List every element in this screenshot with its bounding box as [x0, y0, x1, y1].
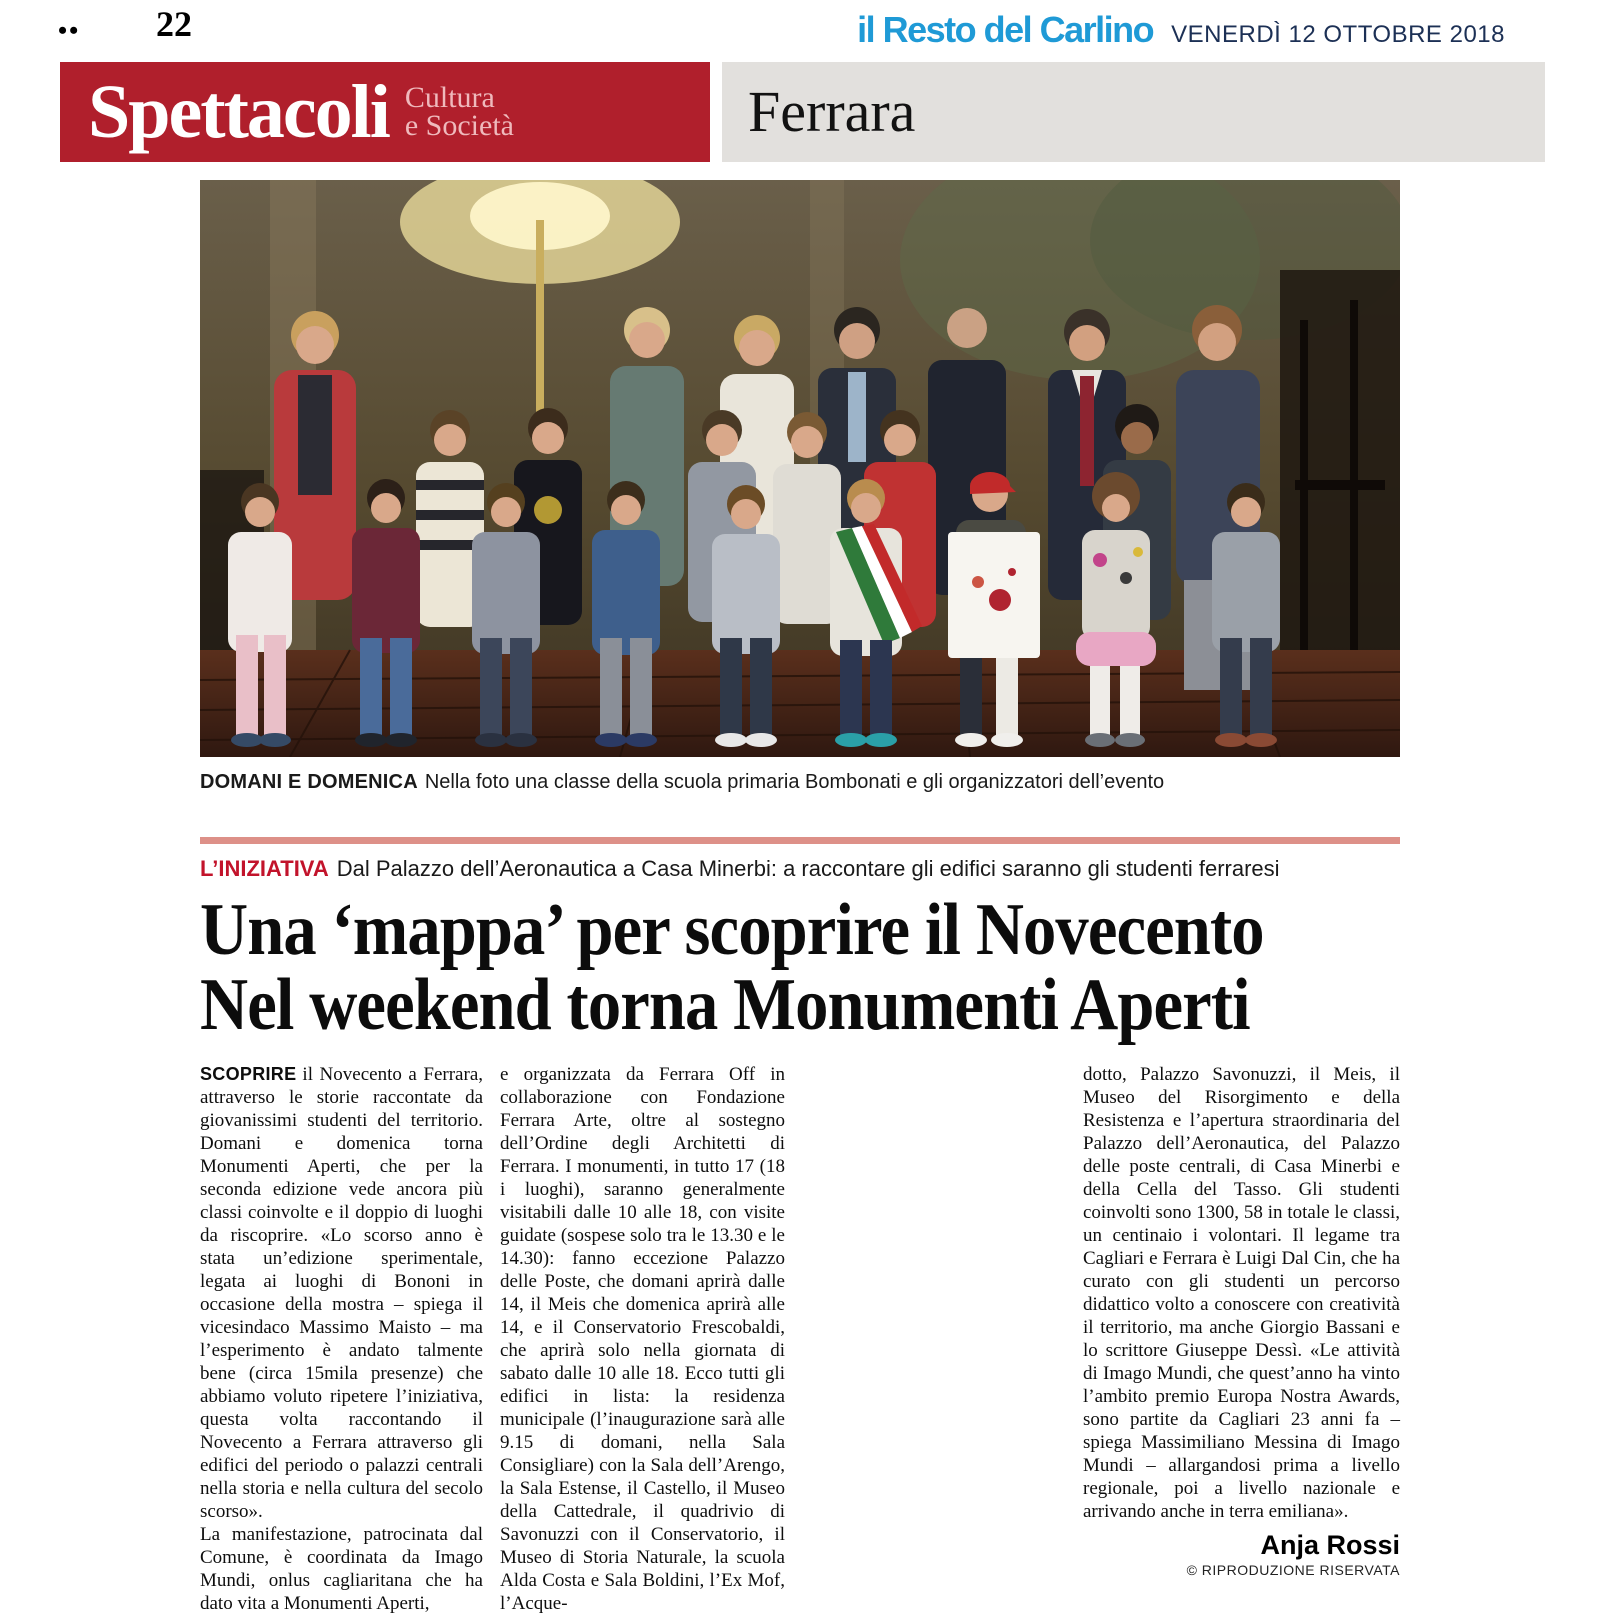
- article-photo: [200, 180, 1400, 757]
- paragraph-text: La manifestazione, patrocinata dal Comune, è coordinata da Imago Mundi, onlus cagliaritana che ha dato vita a Monumenti Aperti,: [200, 1524, 483, 1614]
- photo-caption: [200, 770, 1400, 795]
- paragraph: [500, 1063, 785, 1615]
- city-banner: [722, 62, 1545, 162]
- paragraph-text: il Novecento a Ferrara, attraverso le storie raccontate da giovanissimi studenti del territorio. Domani e domenica torna Monumenti Aperti, che per la seconda edizione vede ancora più classi coinvolte e il doppio di luoghi da riscoprire. «Lo scorso anno è stata un’edizione sperimentale, legata ai luoghi di Bononi in occasione della mostra – spiega il vicesindaco Massimo Maisto – ma l’esperimento è andato talmente bene (circa 15mila presenze) che abbiamo voluto ripetere l’iniziativa, questa volta raccontando il Novecento a Ferrara attraverso gli edifici del periodo o palazzi centrali nella storia e nella cultura del secolo scorso».: [200, 1064, 483, 1522]
- kicker-rule: [200, 837, 1400, 844]
- byline: Anja Rossi: [1260, 1530, 1400, 1560]
- kicker-lead: L’INIZIATIVA: [200, 856, 329, 881]
- headline: [200, 889, 1410, 1047]
- section-banner: [60, 62, 710, 162]
- issue-date: VENERDÌ 12 OTTOBRE 2018: [1171, 21, 1505, 48]
- body-column-3: [1083, 1063, 1400, 1580]
- city-name: Ferrara: [748, 79, 916, 144]
- section-subtitle: [404, 80, 514, 142]
- paragraph-text: e organizzata da Ferrara Off in collaborazione con Fondazione Ferrara Arte, oltre al sostegno dell’Ordine degli Architetti di Ferrara. I monumenti, in tutto 17 (18 i luoghi), saranno generalmente visitabili dalle 10 alle 18, con visite guidate (sospese solo tra le 13.30 e le 14.30): fanno eccezione Palazzo delle Poste, che domani aprirà dalle 14, il Meis che domenica aprirà alle 14, e il Conservatorio Frescobaldi, che aprirà solo nella giornata di sabato dalle 10 alle 18. Ecco tutti gli edifici in lista: la residenza municipale (l’inaugurazione sarà alle 9.15 di domani, nella Sala Consigliare) con la Sala dell’Arengo, la Sala Estense, il Castello, il Museo della Cattedrale, il quadrivio di Savonuzzi con il Conservatorio, il Museo di Storia Naturale, la scuola Alda Costa e Sala Boldini, l’Ex Mof, l’Acque-: [500, 1064, 785, 1614]
- caption-lead: DOMANI E DOMENICA: [200, 771, 418, 793]
- paragraph: [1083, 1063, 1400, 1523]
- copyright-notice: © RIPRODUZIONE RISERVATA: [1186, 1562, 1400, 1579]
- body-column-2: [500, 1063, 785, 1615]
- section-title: Spettacoli: [88, 70, 389, 154]
- newspaper-logo: il Resto del Carlino: [857, 9, 1154, 50]
- lead-word: SCOPRIRE: [200, 1064, 297, 1084]
- folio-dots: ••: [58, 16, 81, 45]
- group-photo-illustration: [200, 180, 1400, 757]
- body-column-1: [200, 1063, 483, 1615]
- paragraph: [200, 1523, 483, 1615]
- headline-line1: Una ‘mappa’ per scoprire il Novecento: [200, 889, 1264, 971]
- caption-text: Nella foto una classe della scuola primaria Bombonati e gli organizzatori dell’evento: [424, 771, 1165, 793]
- kicker: [200, 856, 1430, 882]
- paragraph-text: dotto, Palazzo Savonuzzi, il Meis, il Museo del Risorgimento e della Resistenza e l’apertura straordinaria del Palazzo dell’Aeronautica, del Palazzo delle poste centrali, di Casa Minerbi e della Cella del Tasso. Gli studenti coinvolti sono 1300, 58 in totale le classi, un centinaio i volontari. Il legame tra Cagliari e Ferrara è Luigi Dal Cin, che ha curato con gli studenti un percorso didattico volto a conoscere con creatività il territorio, ma anche Giorgio Bassani e lo scrittore Giuseppe Dessì. «Le attività di Imago Mundi, che quest’anno ha vinto l’ambito premio Europa Nostra Awards, sono partite da Cagliari 23 anni fa – spiega Massimiliano Messina di Imago Mundi – allargandosi prima a livello regionale, poi a livello nazionale e arrivando anche in terra emiliana».: [1083, 1064, 1400, 1522]
- paragraph: [200, 1063, 483, 1523]
- kicker-text: Dal Palazzo dell’Aeronautica a Casa Minerbi: a raccontare gli edifici saranno gli studenti ferraresi: [336, 856, 1280, 881]
- chairs-right: [1280, 270, 1400, 670]
- masthead: [857, 9, 1505, 50]
- section-subtitle-line2: e Società: [404, 109, 514, 142]
- headline-line2: Nel weekend torna Monumenti Aperti: [200, 964, 1250, 1047]
- page-number: 22: [156, 4, 192, 44]
- section-subtitle-line1: Cultura: [404, 80, 495, 114]
